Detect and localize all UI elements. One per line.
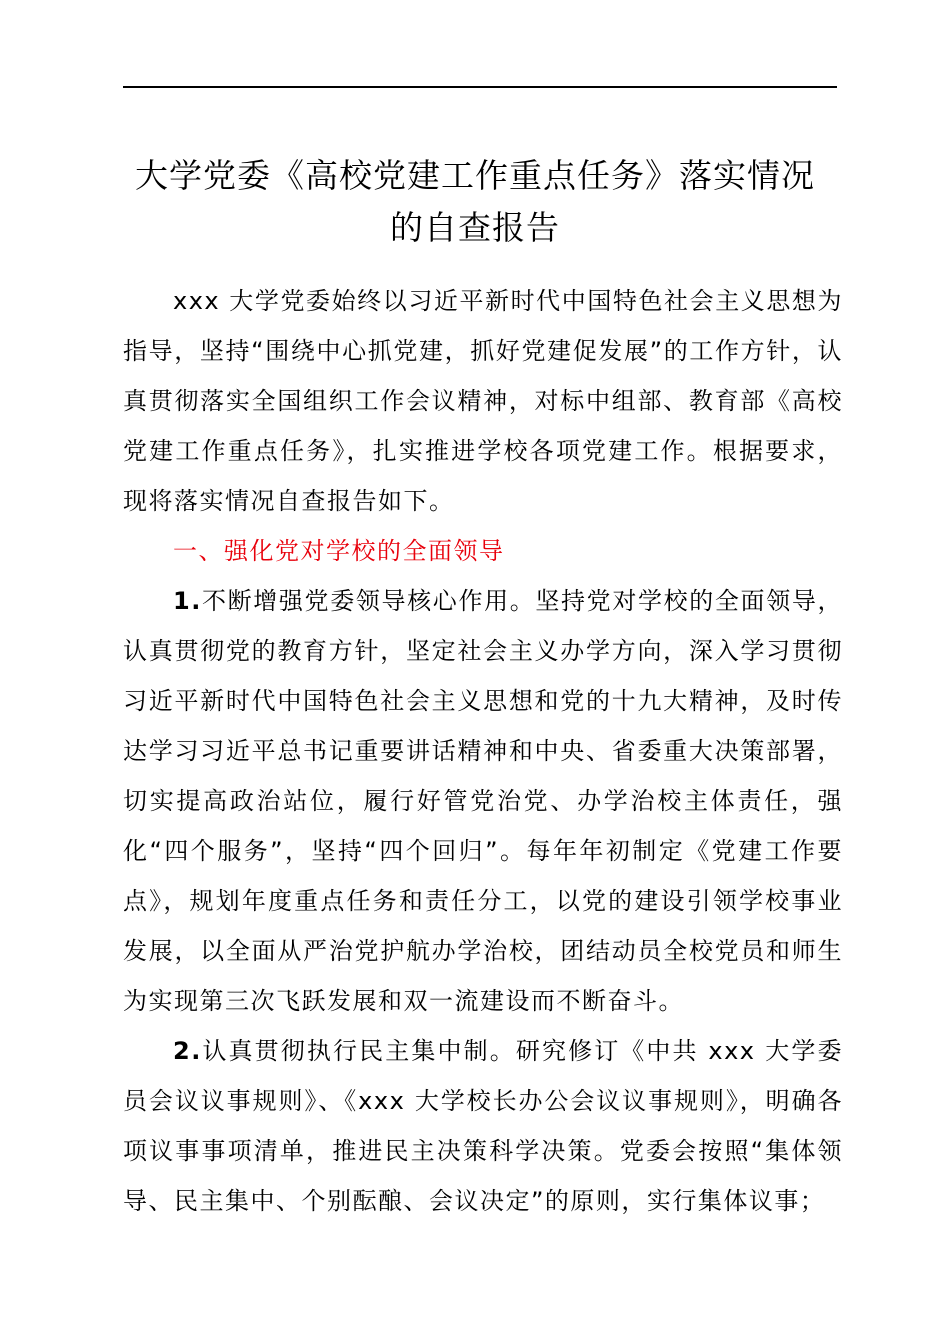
item-2-number: 2. bbox=[173, 1037, 202, 1065]
header-rule bbox=[123, 86, 837, 88]
title-line-1: 大学党委《高校党建工作重点任务》落实情况 bbox=[135, 156, 815, 195]
document-body bbox=[123, 276, 843, 1226]
section-heading: 一、强化党对学校的全面领导 bbox=[173, 537, 505, 565]
item-1-paragraph bbox=[123, 576, 843, 1026]
item-1-number: 1. bbox=[173, 587, 202, 615]
item-2-paragraph bbox=[123, 1026, 843, 1226]
item-1-text: 不断增强党委领导核心作用。坚持党对学校的全面领导，认真贯彻党的教育方针，坚定社会主义办学方向，深入学习贯彻习近平新时代中国特色社会主义思想和党的十九大精神，及时传达学习习近平总书记重要讲话精神和中央、省委重大决策部署，切实提高政治站位，履行好管党治党、办学治校主体责任，强化“四个服务”，坚持“四个回归”。每年年初制定《党建工作要点》，规划年度重点任务和责任分工，以党的建设引领学校事业发展，以全面从严治党护航办学治校，团结动员全校党员和师生为实现第三次飞跃发展和双一流建设而不断奋斗。 bbox=[123, 587, 843, 1015]
item-2-text: 认真贯彻执行民主集中制。研究修订《中共 xxx 大学委员会议议事规则》、《xxx 大学校长办公会议议事规则》，明确各项议事事项清单，推进民主决策科学决策。党委会按照“集体领导、民主集中、个别酝酿、会议决定”的原则，实行集体议事； bbox=[123, 1037, 843, 1215]
document-title bbox=[100, 150, 850, 254]
title-line-2: 的自查报告 bbox=[390, 208, 560, 247]
intro-paragraph: xxx 大学党委始终以习近平新时代中国特色社会主义思想为指导，坚持“围绕中心抓党建，抓好党建促发展”的工作方针，认真贯彻落实全国组织工作会议精神，对标中组部、教育部《高校党建工作重点任务》，扎实推进学校各项党建工作。根据要求，现将落实情况自查报告如下。 bbox=[123, 287, 843, 515]
